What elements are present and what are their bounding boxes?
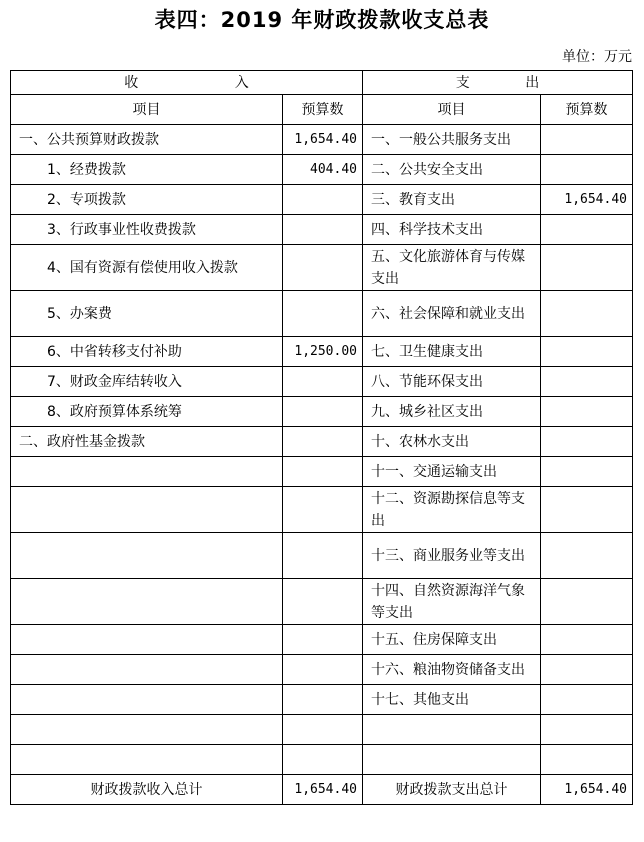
expense-item-cell: 六、社会保障和就业支出 (363, 291, 541, 337)
expense-item-cell: 十五、住房保障支出 (363, 625, 541, 655)
table-row (11, 427, 633, 457)
income-amount-cell (283, 397, 363, 427)
expense-amount-cell (541, 397, 633, 427)
expense-item-cell: 十六、粮油物资储备支出 (363, 655, 541, 685)
income-item-cell: 一、公共预算财政拨款 (11, 125, 283, 155)
income-total-amount: 1,654.40 (283, 775, 363, 805)
expense-item-cell: 十、农林水支出 (363, 427, 541, 457)
income-section-header (11, 71, 363, 95)
income-item-cell: 二、政府性基金拨款 (11, 427, 283, 457)
table-row (11, 655, 633, 685)
income-item-cell (11, 457, 283, 487)
expense-item-cell: 九、城乡社区支出 (363, 397, 541, 427)
table-row (11, 397, 633, 427)
table-row (11, 533, 633, 579)
section-header-row (11, 71, 633, 95)
income-amount-cell (283, 579, 363, 625)
income-item-cell: 7、财政金库结转收入 (11, 367, 283, 397)
table-row (11, 125, 633, 155)
table-row (11, 715, 633, 745)
income-header-char-2: 入 (234, 74, 249, 91)
expense-item-cell: 十二、资源勘探信息等支出 (363, 487, 541, 533)
expense-total-amount: 1,654.40 (541, 775, 633, 805)
table-row (11, 625, 633, 655)
table-row (11, 487, 633, 533)
income-amount-cell (283, 487, 363, 533)
income-item-cell: 8、政府预算体系统筹 (11, 397, 283, 427)
total-row (11, 775, 633, 805)
table-row (11, 185, 633, 215)
expense-amount-cell (541, 125, 633, 155)
expense-amount-cell (541, 685, 633, 715)
income-item-cell (11, 685, 283, 715)
income-header-char-1: 收 (124, 74, 139, 91)
income-amount-cell (283, 685, 363, 715)
income-item-cell (11, 745, 283, 775)
income-amount-cell (283, 427, 363, 457)
expense-item-cell: 十四、自然资源海洋气象等支出 (363, 579, 541, 625)
expense-item-cell: 七、卫生健康支出 (363, 337, 541, 367)
expense-amount-cell (541, 291, 633, 337)
income-item-cell: 5、办案费 (11, 291, 283, 337)
expense-item-cell: 十七、其他支出 (363, 685, 541, 715)
expense-amount-cell (541, 487, 633, 533)
income-item-cell: 2、专项拨款 (11, 185, 283, 215)
expense-amount-cell (541, 337, 633, 367)
income-amount-cell (283, 625, 363, 655)
income-total-label: 财政拨款收入总计 (11, 775, 283, 805)
expense-item-cell: 三、教育支出 (363, 185, 541, 215)
expense-item-cell: 八、节能环保支出 (363, 367, 541, 397)
expense-item-cell (363, 715, 541, 745)
income-item-cell (11, 715, 283, 745)
expense-amount-cell (541, 579, 633, 625)
page-title: 表四：2019 年财政拨款收支总表 (154, 8, 490, 32)
income-amount-cell (283, 715, 363, 745)
expense-item-cell: 一、一般公共服务支出 (363, 125, 541, 155)
table-row (11, 155, 633, 185)
income-amount-cell: 1,654.40 (283, 125, 363, 155)
income-amount-cell (283, 655, 363, 685)
income-amount-cell (283, 533, 363, 579)
budget-table (10, 70, 633, 805)
income-amount-cell: 404.40 (283, 155, 363, 185)
expense-section-header (363, 71, 633, 95)
income-item-cell: 6、中省转移支付补助 (11, 337, 283, 367)
table-row (11, 685, 633, 715)
expense-amount-cell (541, 715, 633, 745)
income-item-cell: 1、经费拨款 (11, 155, 283, 185)
expense-amount-cell (541, 427, 633, 457)
income-item-cell (11, 625, 283, 655)
expense-amount-cell (541, 745, 633, 775)
expense-amount-cell (541, 655, 633, 685)
expense-header-char-1: 支 (455, 74, 470, 91)
expense-amount-header: 预算数 (541, 95, 633, 125)
income-amount-cell (283, 291, 363, 337)
income-item-cell (11, 533, 283, 579)
expense-item-cell: 五、文化旅游体育与传媒支出 (363, 245, 541, 291)
table-row (11, 245, 633, 291)
income-amount-cell (283, 367, 363, 397)
table-row (11, 291, 633, 337)
table-row (11, 457, 633, 487)
expense-item-cell: 二、公共安全支出 (363, 155, 541, 185)
expense-amount-cell (541, 245, 633, 291)
income-amount-header: 预算数 (283, 95, 363, 125)
table-row (11, 215, 633, 245)
income-item-cell: 4、国有资源有偿使用收入拨款 (11, 245, 283, 291)
income-amount-cell: 1,250.00 (283, 337, 363, 367)
income-amount-cell (283, 215, 363, 245)
income-amount-cell (283, 185, 363, 215)
expense-item-cell: 四、科学技术支出 (363, 215, 541, 245)
expense-header-char-2: 出 (525, 74, 540, 91)
expense-item-cell: 十三、商业服务业等支出 (363, 533, 541, 579)
expense-amount-cell (541, 457, 633, 487)
expense-item-header: 项目 (363, 95, 541, 125)
expense-item-cell: 十一、交通运输支出 (363, 457, 541, 487)
table-row (11, 745, 633, 775)
column-header-row (11, 95, 633, 125)
income-amount-cell (283, 457, 363, 487)
table-row (11, 337, 633, 367)
income-item-cell (11, 579, 283, 625)
unit-label: 单位：万元 (562, 49, 632, 65)
expense-total-label: 财政拨款支出总计 (363, 775, 541, 805)
income-amount-cell (283, 245, 363, 291)
expense-amount-cell (541, 625, 633, 655)
expense-amount-cell (541, 215, 633, 245)
income-item-header: 项目 (11, 95, 283, 125)
table-row (11, 367, 633, 397)
income-item-cell: 3、行政事业性收费拨款 (11, 215, 283, 245)
expense-amount-cell (541, 533, 633, 579)
expense-amount-cell: 1,654.40 (541, 185, 633, 215)
expense-item-cell (363, 745, 541, 775)
income-item-cell (11, 487, 283, 533)
table-body (11, 125, 633, 775)
expense-amount-cell (541, 367, 633, 397)
expense-amount-cell (541, 155, 633, 185)
income-amount-cell (283, 745, 363, 775)
income-item-cell (11, 655, 283, 685)
table-row (11, 579, 633, 625)
